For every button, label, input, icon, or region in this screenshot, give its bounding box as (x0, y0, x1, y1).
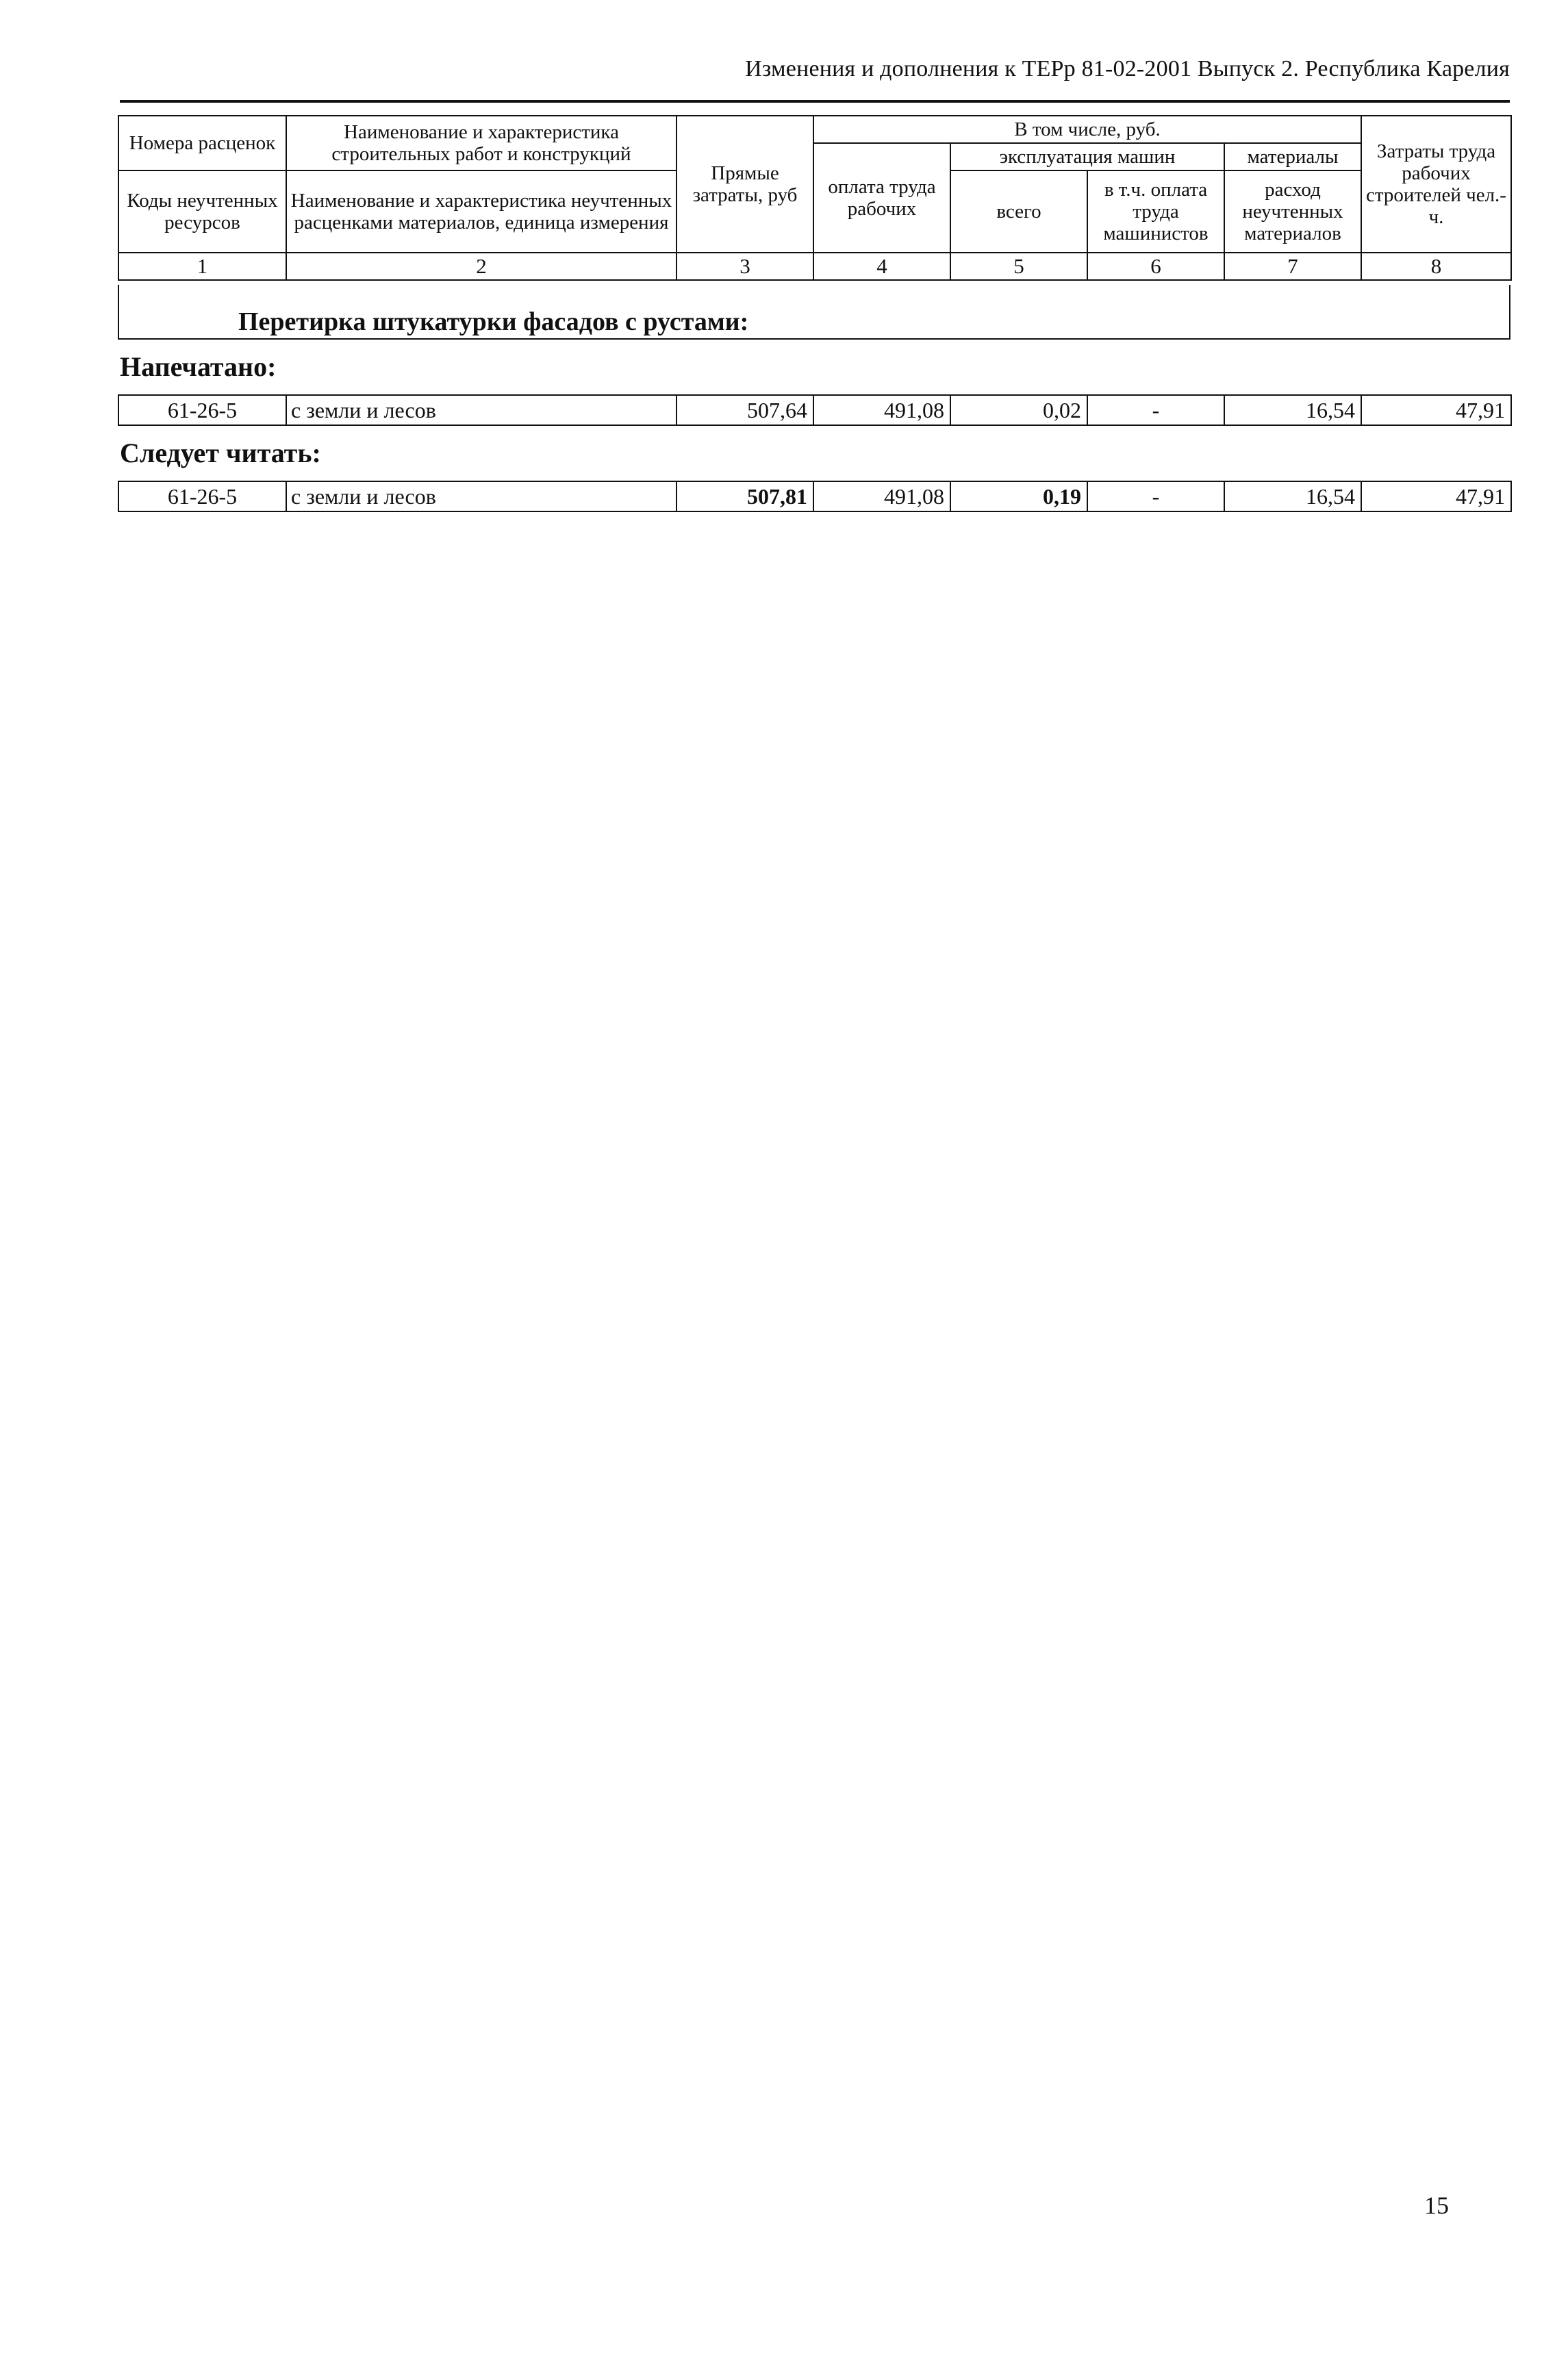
header-including: В том числе, руб. (813, 116, 1361, 143)
materials: 16,54 (1224, 395, 1361, 425)
header-rate-numbers: Номера расценок (118, 116, 286, 170)
header-materials: материалы (1224, 143, 1361, 170)
column-number: 5 (950, 253, 1087, 280)
labor-hours: 47,91 (1361, 481, 1511, 511)
header-labor-pay: оплата труда рабочих (813, 143, 950, 253)
rate-code: 61-26-5 (118, 395, 286, 425)
header-machinists-pay: в т.ч. оплата труда машинистов (1087, 170, 1224, 253)
column-number: 8 (1361, 253, 1511, 280)
header-rule (120, 100, 1510, 103)
header-resource-codes: Коды неучтенных ресурсов (118, 170, 286, 253)
labor-pay: 491,08 (813, 481, 950, 511)
section-title: Перетирка штукатурки фасадов с рустами: (238, 307, 749, 336)
labor-hours: 47,91 (1361, 395, 1511, 425)
header-labor-hours: Затраты труда рабочих строителей чел.-ч. (1361, 116, 1511, 253)
column-number: 1 (118, 253, 286, 280)
column-number: 7 (1224, 253, 1361, 280)
machines-total: 0,02 (950, 395, 1087, 425)
header-machines-total: всего (950, 170, 1087, 253)
materials: 16,54 (1224, 481, 1361, 511)
header-unaccounted-materials: расход неучтенных материалов (1224, 170, 1361, 253)
table-row-printed (118, 394, 1512, 426)
work-name: с земли и лесов (286, 481, 676, 511)
column-number: 6 (1087, 253, 1224, 280)
labor-pay: 491,08 (813, 395, 950, 425)
direct-costs: 507,64 (676, 395, 813, 425)
column-number: 3 (676, 253, 813, 280)
correct-label: Следует читать: (120, 438, 321, 468)
machinists-pay: - (1087, 395, 1224, 425)
header-work-name: Наименование и характеристика строительных работ и конструкций (286, 116, 676, 170)
machinists-pay: - (1087, 481, 1224, 511)
document-header-title: Изменения и дополнения к ТЕРр 81-02-2001 Выпуск 2. Республика Карелия (745, 56, 1510, 81)
header-direct-costs: Прямые затраты, руб (676, 116, 813, 253)
direct-costs: 507,81 (676, 481, 813, 511)
header-material-name: Наименование и характеристика неучтенных расценками материалов, единица измерения (286, 170, 676, 253)
column-number: 4 (813, 253, 950, 280)
header-machine-operation: эксплуатация машин (950, 143, 1224, 170)
column-number: 2 (286, 253, 676, 280)
rate-code: 61-26-5 (118, 481, 286, 511)
printed-label: Напечатано: (120, 351, 277, 382)
table-header (118, 115, 1512, 281)
page-number: 15 (1424, 2192, 1449, 2219)
machines-total: 0,19 (950, 481, 1087, 511)
table-row-correct (118, 481, 1512, 512)
work-name: с земли и лесов (286, 395, 676, 425)
